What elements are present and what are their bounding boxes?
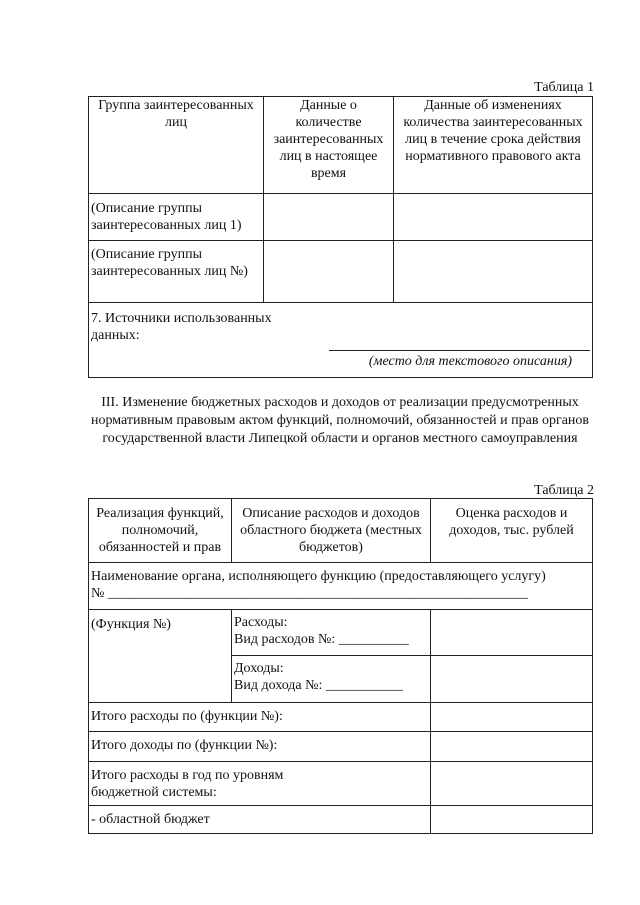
regional-budget-label: - областной бюджет (89, 806, 431, 834)
header-current-count: Данные о количестве заинтересованных лиц в настоящее время (264, 97, 394, 194)
table-header-row (89, 97, 593, 194)
header-functions: Реализация функций, полномочий, обязанностей и прав (89, 499, 232, 563)
table-row (89, 241, 593, 303)
table1-caption: Таблица 1 (534, 80, 594, 95)
empty-cell (431, 610, 593, 656)
sources-label: 7. Источники использованных данных: (91, 311, 272, 343)
total-by-levels-label: Итого расходы в год по уровням бюджетной системы: (89, 762, 431, 806)
empty-cell (264, 241, 394, 303)
header-stakeholder-group: Группа заинтересованных лиц (89, 97, 264, 194)
stakeholders-table (88, 96, 593, 378)
table-row (89, 732, 593, 762)
empty-cell (394, 241, 593, 303)
income-title: Доходы: (234, 661, 284, 676)
table-row (89, 194, 593, 241)
empty-cell (431, 806, 593, 834)
empty-cell (394, 194, 593, 241)
empty-cell (431, 656, 593, 703)
sources-cell (89, 303, 593, 378)
header-count-changes: Данные об изменениях количества заинтересованных лиц в течение срока действия нормативного правового акта (394, 97, 593, 194)
sources-row (89, 303, 593, 378)
text-entry-line (329, 350, 590, 351)
total-income-label: Итого доходы по (функции №): (89, 732, 431, 762)
expense-type: Вид расходов №: __________ (234, 632, 409, 647)
total-expenses-label: Итого расходы по (функции №): (89, 703, 431, 732)
table-header-row (89, 499, 593, 563)
expenses-title: Расходы: (234, 615, 288, 630)
empty-cell (264, 194, 394, 241)
organ-number-line: № ____________________________________________________________ (91, 586, 528, 601)
organ-cell (89, 563, 593, 610)
organ-row (89, 563, 593, 610)
table2-caption: Таблица 2 (534, 483, 594, 498)
header-budget-description: Описание расходов и доходов областного бюджета (местных бюджетов) (232, 499, 431, 563)
empty-cell (431, 762, 593, 806)
stakeholder-group-1: (Описание группы заинтересованных лиц 1) (89, 194, 264, 241)
header-estimate: Оценка расходов и доходов, тыс. рублей (431, 499, 593, 563)
table-row (89, 806, 593, 834)
income-cell (232, 656, 431, 703)
expenses-cell (232, 610, 431, 656)
text-placeholder-note: (место для текстового описания) (368, 354, 572, 369)
table-row (89, 610, 593, 656)
empty-cell (431, 732, 593, 762)
function-label: (Функция №) (89, 610, 232, 703)
budget-table (88, 498, 593, 834)
table-row (89, 703, 593, 732)
organ-label: Наименование органа, исполняющего функцию (предоставляющего услугу) (91, 569, 546, 584)
income-type: Вид дохода №: ___________ (234, 678, 403, 693)
stakeholder-group-n: (Описание группы заинтересованных лиц №) (89, 241, 264, 303)
section-3-heading: III. Изменение бюджетных расходов и доходов от реализации предусмотренных нормативным правовым актом функций, полномочий, обязанностей и прав органов государственной власти Липецкой области и органов местного самоуправления (90, 395, 590, 446)
empty-cell (431, 703, 593, 732)
table-row (89, 762, 593, 806)
